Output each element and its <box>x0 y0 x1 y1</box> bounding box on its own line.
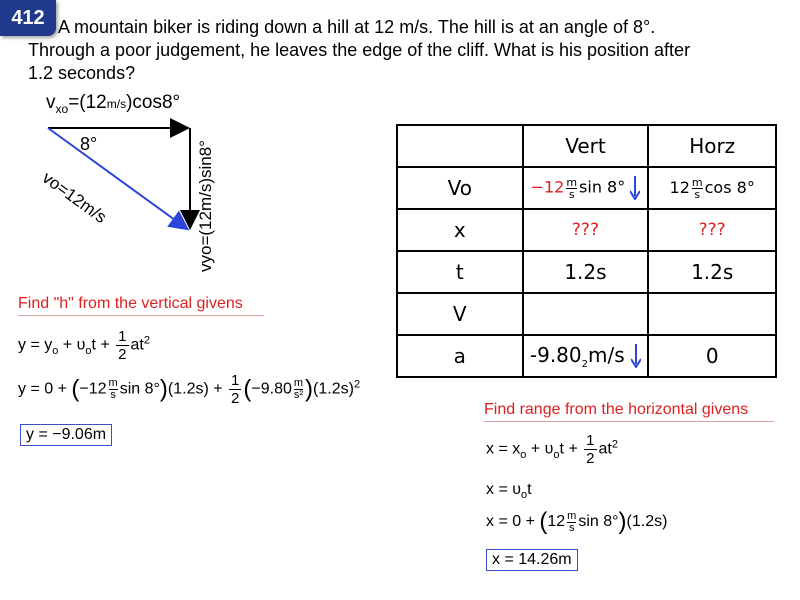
horizontal-equation-3: x = 0 + (12 $\frac{m}{s}$ sin 8°)(1.2s) <box>486 508 668 535</box>
row-label: V <box>397 293 523 335</box>
horizontal-equation-2: $x = \upsilon_ot$ <box>486 481 532 502</box>
down-arrow-icon <box>630 176 640 200</box>
table-row-v <box>397 293 776 335</box>
problem-statement <box>28 16 788 85</box>
table-header-empty <box>397 125 523 167</box>
t-vert-cell: 1.2s <box>523 251 649 293</box>
v-horz-cell <box>648 293 776 335</box>
horizontal-answer-box: x = 14.26m <box>486 549 578 571</box>
horizontal-heading: Find range from the horizontal givens <box>484 401 774 422</box>
vo-vert-cell: −12 $\frac{m}{s}$ sin 8° <box>523 167 649 209</box>
vo-horz-cell: 12 $\frac{m}{s}$ cos 8° <box>648 167 776 209</box>
row-label: Vo <box>397 167 523 209</box>
vyo-label: vyo=(12m/s)sin8° <box>196 140 215 272</box>
row-label: a <box>397 335 523 377</box>
x-horz-cell: ??? <box>648 209 776 251</box>
problem-line-1: A mountain biker is riding down a hill at 12 m/s. The hill is at an angle of 8°. <box>58 17 656 37</box>
vertical-equation-2: y = 0 + (−12 $\frac{m}{s}$ sin 8°)(1.2s) + $\frac{1}{2}$ (−9.80 $\frac{m}{\text{s²}}$ )$(1.2s)^2$ <box>18 372 361 407</box>
givens-table <box>396 124 777 378</box>
table-header-row <box>397 125 776 167</box>
down-arrow-icon <box>631 344 641 368</box>
vertical-answer-box: y = −9.06m <box>20 424 112 446</box>
a-horz-cell: 0 <box>648 335 776 377</box>
vertical-equation-1: $y = y_o + \upsilon_ot$ + $\frac{1}{2}$ $at^2$ <box>18 328 150 363</box>
row-label: t <box>397 251 523 293</box>
row-label: x <box>397 209 523 251</box>
slide-number-badge: 412 <box>0 0 56 36</box>
table-row-t <box>397 251 776 293</box>
vertical-heading: Find "h" from the vertical givens <box>18 295 264 316</box>
angle-label: 8° <box>80 134 98 154</box>
problem-line-3: 1.2 seconds? <box>28 63 136 83</box>
table-row-x <box>397 209 776 251</box>
vo-label: vo=12m/s <box>38 168 111 227</box>
table-header-horz: Horz <box>648 125 776 167</box>
table-header-vert: Vert <box>523 125 649 167</box>
a-vert-cell: $-9.80_2m/s$ <box>523 335 649 377</box>
problem-line-2: Through a poor judgement, he leaves the edge of the cliff. What is his position after <box>28 40 691 60</box>
v-vert-cell <box>523 293 649 335</box>
resultant-vector-arrow <box>48 128 186 228</box>
table-row-a <box>397 335 776 377</box>
t-horz-cell: 1.2s <box>648 251 776 293</box>
table-row-vo <box>397 167 776 209</box>
vxo-label: $v_{xo}=(12m/s)\cos 8^\circ$ <box>46 92 181 116</box>
horizontal-equation-1: $x = x_o + \upsilon_ot$ + $\frac{1}{2}$ $at^2$ <box>486 432 618 467</box>
x-vert-cell: ??? <box>523 209 649 251</box>
